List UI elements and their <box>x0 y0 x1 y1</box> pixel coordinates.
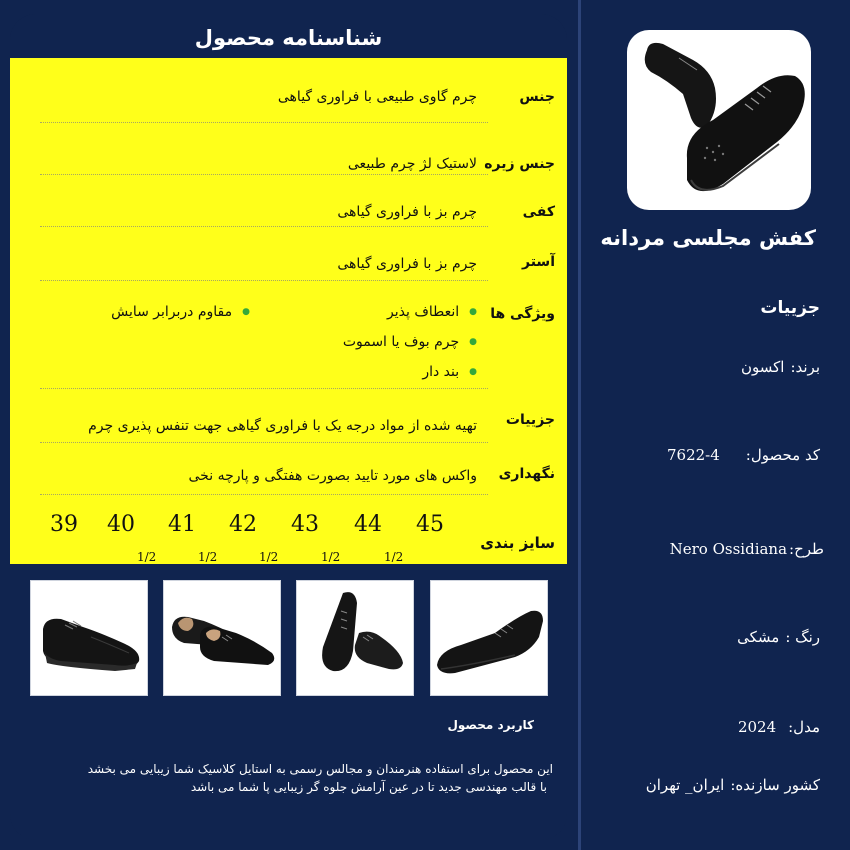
code-label: کد محصول: <box>745 446 820 464</box>
details-heading: جزییات <box>760 298 820 318</box>
shoe-photo-icon <box>164 581 282 697</box>
size-half-value: 1/2 <box>321 550 341 564</box>
shoe-photo-icon <box>627 30 811 210</box>
product-title: کفش مجلسی مردانه <box>600 226 816 250</box>
brand-label: برند: <box>790 358 820 376</box>
shoe-photo-3[interactable] <box>296 580 414 696</box>
row-divider <box>40 388 488 389</box>
size-value: 40 <box>107 512 135 537</box>
brand-value: اکسون <box>740 358 785 376</box>
details-value: تهیه شده از مواد درجه یک با فراوری گیاهی جهت تنفس پذیری چرم <box>88 418 477 434</box>
material-value: چرم گاوی طبیعی با فراوری گیاهی <box>277 89 477 105</box>
spec-country <box>646 776 820 794</box>
row-divider <box>40 122 488 123</box>
shoe-photo-icon <box>297 581 415 697</box>
row-divider <box>40 442 488 443</box>
size-value: 43 <box>291 512 319 537</box>
model-value: 2024 <box>737 718 777 736</box>
size-value: 41 <box>168 512 196 537</box>
code-value: 7622-4 <box>666 446 720 464</box>
shoe-photo-4[interactable] <box>430 580 548 696</box>
size-half-value: 1/2 <box>384 550 404 564</box>
shoe-photo-2[interactable] <box>163 580 281 696</box>
care-value: واکس های مورد تایید بصورت هفتگی و پارچه نخی <box>188 468 477 484</box>
spec-color <box>737 628 820 646</box>
country-value: ایران_ تهران <box>645 776 725 794</box>
size-value: 42 <box>229 512 257 537</box>
size-value: 45 <box>416 512 444 537</box>
design-value: Nero Ossidiana <box>669 540 788 558</box>
feature-item: ● انعطاف پذیر <box>387 304 477 320</box>
row-divider <box>40 494 488 495</box>
sizes-label: سایز بندی <box>480 534 555 552</box>
material-label: جنس <box>519 89 555 105</box>
shoe-photo-icon <box>431 581 549 697</box>
insole-label: کفی <box>522 204 555 220</box>
spec-table <box>10 58 567 564</box>
row-divider <box>40 280 488 281</box>
color-label: رنگ : <box>785 628 820 646</box>
lining-value: چرم بز با فراوری گیاهی <box>337 256 477 272</box>
row-divider <box>40 174 488 175</box>
usage-title: کاربرد محصول <box>447 718 534 732</box>
feature-item: ● مقاوم دربرابر سایش <box>111 304 250 320</box>
shoe-photo-icon <box>31 581 149 697</box>
shoe-photo-1[interactable] <box>30 580 148 696</box>
size-value: 44 <box>354 512 382 537</box>
country-label: کشور سازنده: <box>730 776 820 794</box>
spec-model <box>738 718 820 736</box>
product-card <box>10 14 567 840</box>
design-label: طرح: <box>789 540 824 558</box>
usage-line: این محصول برای استفاده هنرمندان و مجالس رسمی به استایل کلاسیک شما زیبایی می بخشد <box>87 762 553 776</box>
usage-line: با قالب مهندسی جدید تا در عین آرامش جلوه گر زیبایی پا شما می باشد <box>190 780 547 794</box>
lining-label: آستر <box>522 254 555 270</box>
spec-design <box>670 540 824 558</box>
insole-value: چرم بز با فراوری گیاهی <box>337 204 477 220</box>
product-sidebar <box>578 0 850 850</box>
size-value: 39 <box>50 512 78 537</box>
spec-brand <box>741 358 820 376</box>
size-half-value: 1/2 <box>198 550 218 564</box>
size-half-value: 1/2 <box>137 550 157 564</box>
model-label: مدل: <box>788 718 820 736</box>
color-value: مشکی <box>737 628 780 646</box>
feature-item: ● چرم بوف یا اسموت <box>343 334 477 350</box>
size-half-value: 1/2 <box>259 550 279 564</box>
features-label: ویژگی ها <box>490 306 555 322</box>
feature-item: ● بند دار <box>422 364 477 380</box>
product-thumbnail[interactable] <box>627 30 811 210</box>
row-divider <box>40 226 488 227</box>
card-title: شناسنامه محصول <box>10 14 567 60</box>
spec-code <box>667 446 820 464</box>
sole-value: لاستیک لژ چرم طبیعی <box>347 156 477 172</box>
care-label: نگهداری <box>498 466 555 482</box>
sole-label: جنس زیره <box>484 156 555 172</box>
details-label: جزییات <box>505 412 555 428</box>
